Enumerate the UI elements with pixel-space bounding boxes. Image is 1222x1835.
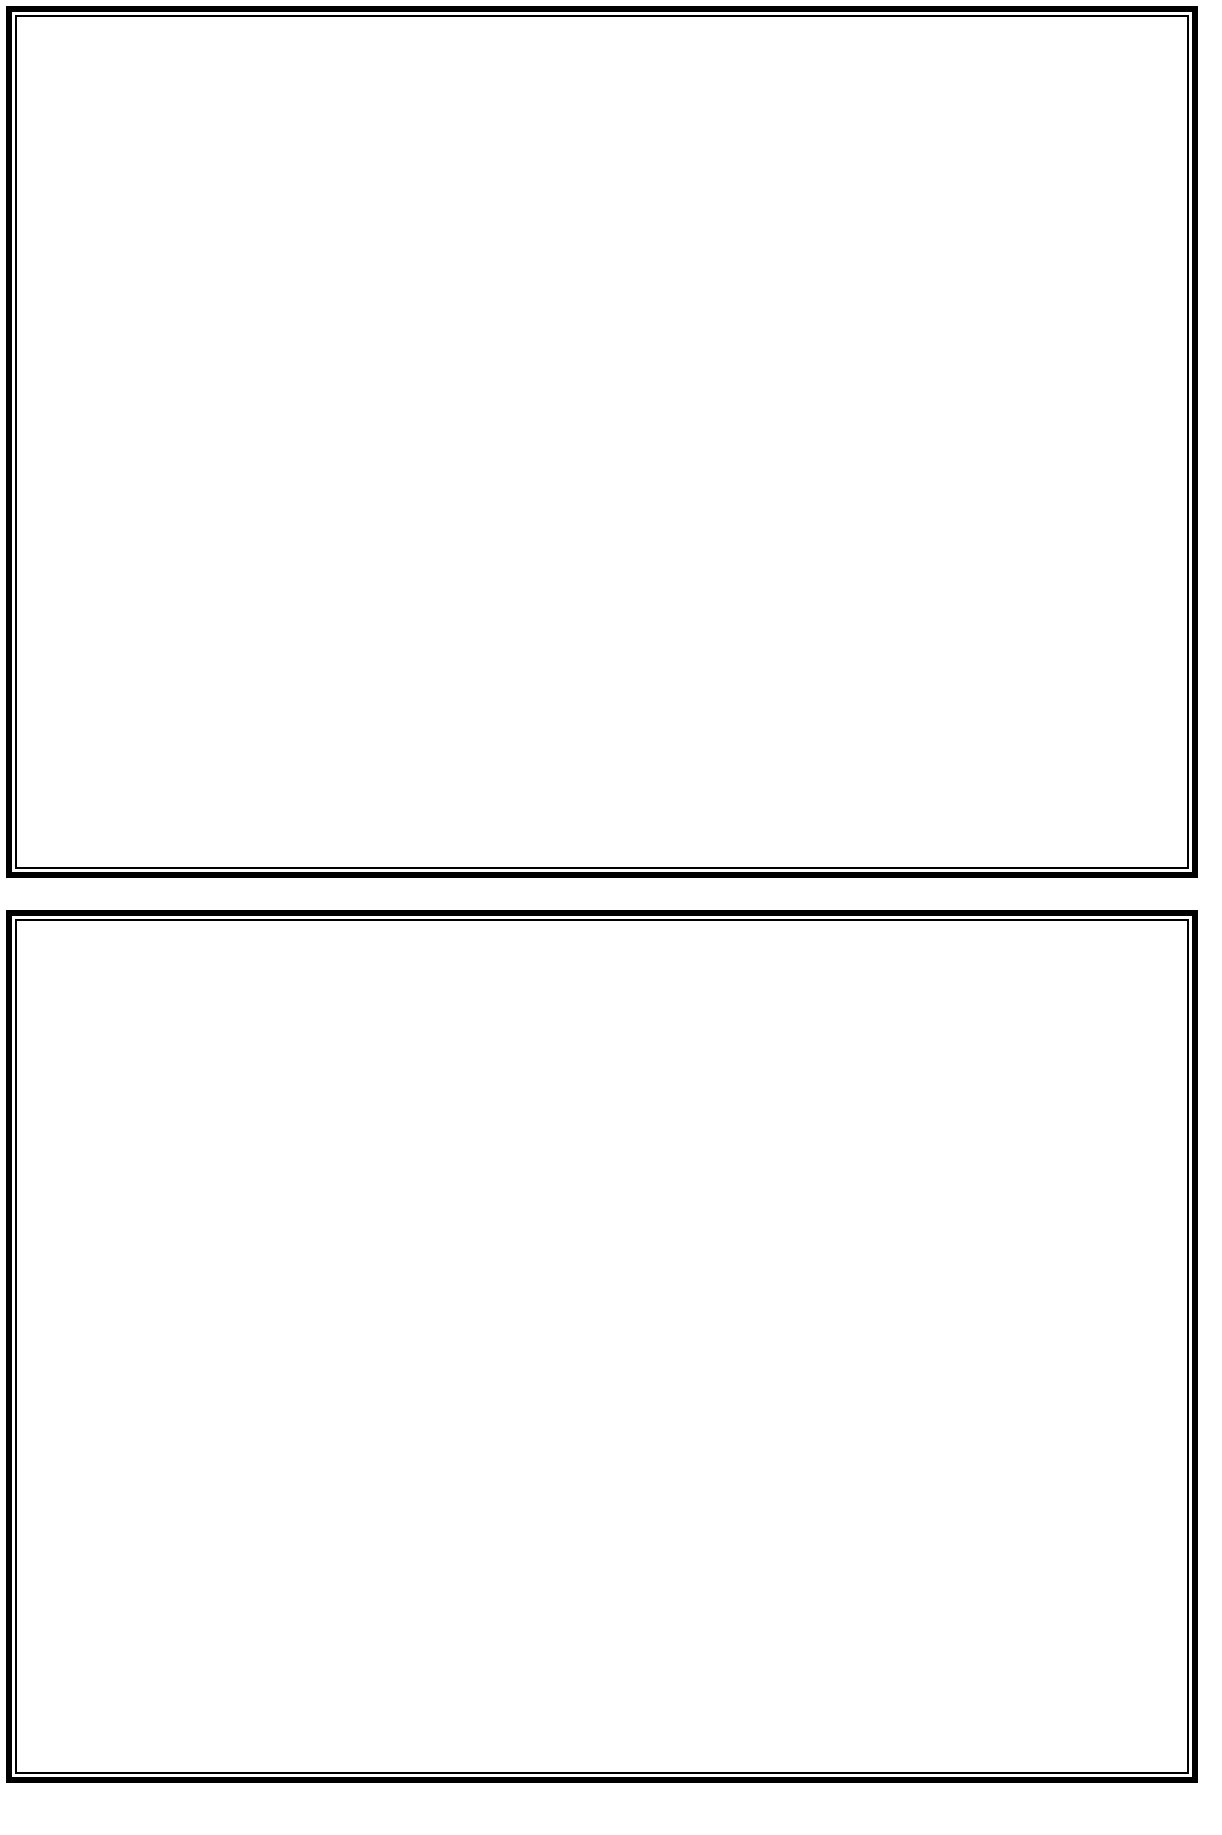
page-top <box>6 6 1198 878</box>
page-bottom <box>6 910 1198 1783</box>
